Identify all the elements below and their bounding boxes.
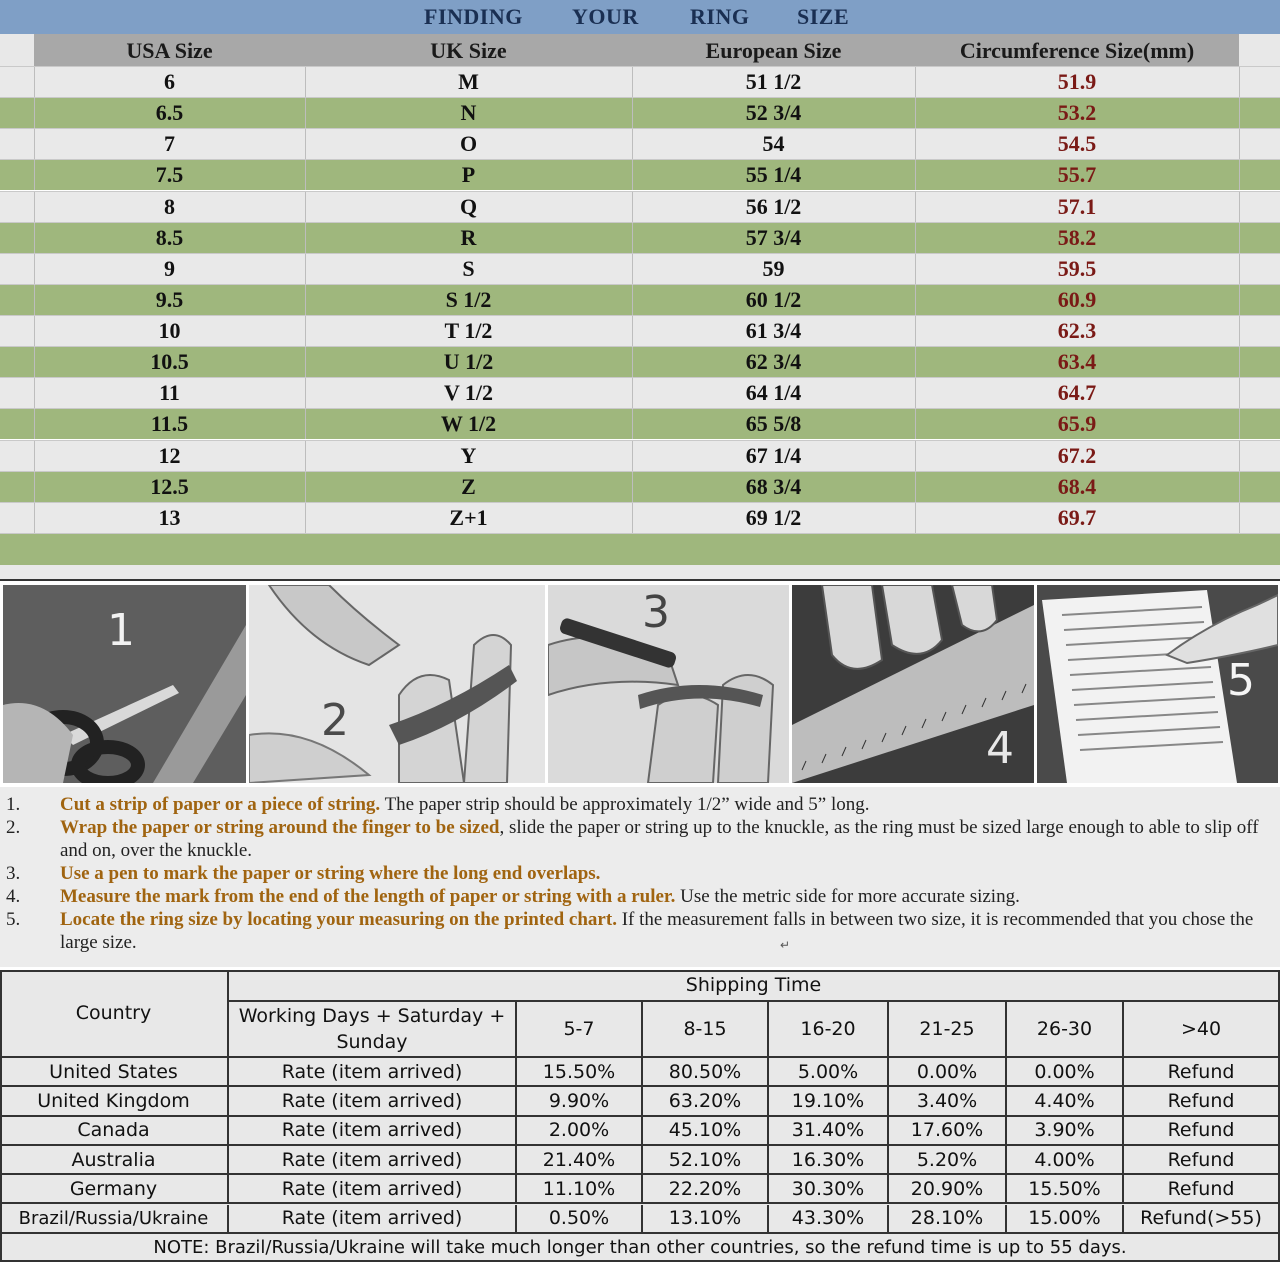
european-size-cell: 60 1/2 bbox=[745, 286, 802, 312]
step-number: 2 bbox=[321, 695, 349, 746]
uk-size-cell: Z+1 bbox=[449, 504, 488, 530]
instructions-panel bbox=[0, 787, 1280, 967]
range-header: 16-20 bbox=[769, 1002, 889, 1058]
circumference-cell: 62.3 bbox=[1057, 318, 1097, 344]
usa-size-cell: 7.5 bbox=[155, 162, 184, 188]
european-size-cell: 59 bbox=[762, 255, 785, 281]
rate-label-cell: Rate (item arrived) bbox=[229, 1205, 517, 1234]
circumference-cell: 63.4 bbox=[1057, 349, 1097, 375]
rate-label-cell: Rate (item arrived) bbox=[229, 1087, 517, 1116]
instruction-step bbox=[6, 908, 1276, 954]
rate-value-cell: 22.20% bbox=[643, 1175, 769, 1204]
step-index: 2. bbox=[6, 817, 21, 838]
rate-value-cell: 9.90% bbox=[517, 1087, 643, 1116]
step-index: 4. bbox=[6, 886, 21, 907]
ring-size-row bbox=[0, 66, 1280, 97]
rate-value-cell: 0.50% bbox=[517, 1205, 643, 1234]
instruction-step bbox=[6, 885, 1276, 908]
country-header: Country bbox=[0, 970, 229, 1058]
circumference-cell: 60.9 bbox=[1057, 286, 1097, 312]
uk-size-cell: M bbox=[458, 69, 479, 94]
usa-size-cell: 10 bbox=[158, 318, 181, 344]
working-days-header: Working Days + Saturday + Sunday bbox=[229, 1002, 517, 1058]
uk-size-cell: W 1/2 bbox=[440, 411, 497, 437]
circumference-cell: 67.2 bbox=[1057, 442, 1097, 468]
column-divider bbox=[1239, 347, 1240, 377]
step-number: 5 bbox=[1227, 655, 1255, 706]
rate-value-cell: 15.50% bbox=[1007, 1175, 1124, 1204]
circumference-cell: 68.4 bbox=[1057, 473, 1097, 499]
step-index: 1. bbox=[6, 794, 21, 815]
chart-divider bbox=[0, 565, 1280, 581]
step-photo-chart bbox=[1037, 585, 1278, 783]
step-photo-ruler bbox=[792, 585, 1034, 783]
range-header: 5-7 bbox=[517, 1002, 643, 1058]
rate-value-cell: 45.10% bbox=[643, 1117, 769, 1146]
rate-value-cell: 15.50% bbox=[517, 1058, 643, 1087]
instruction-text: If the measurement falls in between two size, it is recommended that you chose the large size. bbox=[60, 909, 1254, 953]
rate-value-cell: 28.10% bbox=[889, 1205, 1007, 1234]
rate-value-cell: 4.00% bbox=[1007, 1146, 1124, 1175]
usa-size-cell: 8 bbox=[164, 193, 175, 219]
uk-size-cell: U 1/2 bbox=[443, 349, 494, 375]
european-size-cell: 64 1/4 bbox=[745, 380, 802, 406]
rate-value-cell: 30.30% bbox=[769, 1175, 889, 1204]
rate-value-cell: 20.90% bbox=[889, 1175, 1007, 1204]
circumference-cell: 65.9 bbox=[1057, 411, 1097, 437]
country-cell: Brazil/Russia/Ukraine bbox=[0, 1205, 229, 1234]
ring-size-row bbox=[0, 408, 1280, 439]
ring-size-row bbox=[0, 191, 1280, 222]
uk-size-cell: T 1/2 bbox=[444, 318, 493, 344]
column-divider bbox=[1239, 192, 1240, 222]
usa-size-cell: 9.5 bbox=[155, 286, 184, 312]
rate-value-cell: 0.00% bbox=[1007, 1058, 1124, 1087]
rate-value-cell: 4.40% bbox=[1007, 1087, 1124, 1116]
uk-size-cell: S bbox=[462, 255, 475, 281]
usa-size-cell: 6.5 bbox=[155, 100, 184, 126]
header-usa-size: USA Size bbox=[126, 38, 213, 63]
rate-label-cell: Rate (item arrived) bbox=[229, 1117, 517, 1146]
column-divider bbox=[1239, 472, 1240, 502]
uk-size-cell: N bbox=[460, 100, 477, 126]
usa-size-cell: 7 bbox=[164, 131, 175, 157]
title-word: SIZE bbox=[797, 4, 850, 29]
rate-value-cell: 17.60% bbox=[889, 1117, 1007, 1146]
column-divider bbox=[1239, 378, 1240, 408]
rate-value-cell: 15.00% bbox=[1007, 1205, 1124, 1234]
rate-value-cell: Refund bbox=[1124, 1175, 1280, 1204]
ring-size-row bbox=[0, 440, 1280, 471]
ring-size-row bbox=[0, 97, 1280, 128]
european-size-cell: 69 1/2 bbox=[745, 504, 802, 530]
instruction-highlight: Wrap the paper or string around the finger to be sized bbox=[60, 817, 500, 838]
rate-value-cell: 3.90% bbox=[1007, 1117, 1124, 1146]
country-cell: United States bbox=[0, 1058, 229, 1087]
shipping-table bbox=[0, 970, 1280, 1262]
rate-value-cell: 21.40% bbox=[517, 1146, 643, 1175]
rate-value-cell: Refund bbox=[1124, 1087, 1280, 1116]
column-divider bbox=[1239, 129, 1240, 159]
usa-size-cell: 9 bbox=[164, 255, 175, 281]
rate-value-cell: 31.40% bbox=[769, 1117, 889, 1146]
page-bottom-margin bbox=[0, 1262, 1280, 1280]
country-cell: Australia bbox=[0, 1146, 229, 1175]
rate-value-cell: 43.30% bbox=[769, 1205, 889, 1234]
title-word: RING bbox=[690, 4, 750, 29]
return-mark-icon: ↵ bbox=[780, 938, 791, 952]
column-divider bbox=[1239, 409, 1240, 439]
column-divider bbox=[1239, 98, 1240, 128]
usa-size-cell: 12.5 bbox=[150, 473, 189, 499]
usa-size-cell: 11 bbox=[159, 380, 180, 406]
ring-size-row bbox=[0, 253, 1280, 284]
rate-label-cell: Rate (item arrived) bbox=[229, 1058, 517, 1087]
instruction-step bbox=[6, 793, 1276, 816]
finger-wrap-icon bbox=[249, 585, 545, 783]
uk-size-cell: P bbox=[461, 162, 476, 188]
rate-value-cell: 19.10% bbox=[769, 1087, 889, 1116]
instruction-step bbox=[6, 816, 1276, 862]
usa-size-cell: 6 bbox=[164, 69, 175, 94]
step-index: 3. bbox=[6, 863, 21, 884]
ring-size-row bbox=[0, 128, 1280, 159]
range-header: >40 bbox=[1124, 1002, 1280, 1058]
circumference-cell: 54.5 bbox=[1057, 131, 1097, 157]
column-divider bbox=[1239, 160, 1240, 190]
country-cell: Germany bbox=[0, 1175, 229, 1204]
european-size-cell: 65 5/8 bbox=[745, 411, 802, 437]
usa-size-cell: 12 bbox=[158, 442, 181, 468]
chart-footer-strip bbox=[0, 533, 1280, 565]
rate-value-cell: Refund bbox=[1124, 1117, 1280, 1146]
chart-title bbox=[0, 0, 1280, 34]
range-header: 26-30 bbox=[1007, 1002, 1124, 1058]
range-header: 21-25 bbox=[889, 1002, 1007, 1058]
instruction-highlight: Cut a strip of paper or a piece of string. bbox=[60, 794, 381, 815]
rate-value-cell: 5.20% bbox=[889, 1146, 1007, 1175]
uk-size-cell: R bbox=[460, 224, 477, 250]
circumference-cell: 55.7 bbox=[1057, 162, 1097, 188]
step-index: 5. bbox=[6, 909, 21, 930]
instruction-step bbox=[6, 862, 1276, 885]
ring-size-row bbox=[0, 284, 1280, 315]
circumference-cell: 69.7 bbox=[1057, 504, 1097, 530]
usa-size-cell: 8.5 bbox=[155, 224, 184, 250]
country-cell: United Kingdom bbox=[0, 1087, 229, 1116]
rate-value-cell: Refund bbox=[1124, 1058, 1280, 1087]
uk-size-cell: S 1/2 bbox=[445, 286, 492, 312]
circumference-cell: 51.9 bbox=[1057, 69, 1097, 94]
column-divider bbox=[1239, 285, 1240, 315]
ring-size-row bbox=[0, 159, 1280, 190]
european-size-cell: 68 3/4 bbox=[745, 473, 802, 499]
rate-value-cell: 63.20% bbox=[643, 1087, 769, 1116]
shipping-time-header: Shipping Time bbox=[229, 970, 1280, 1002]
european-size-cell: 51 1/2 bbox=[745, 69, 802, 94]
european-size-cell: 57 3/4 bbox=[745, 224, 802, 250]
rate-value-cell: 11.10% bbox=[517, 1175, 643, 1204]
rate-value-cell: 80.50% bbox=[643, 1058, 769, 1087]
usa-size-cell: 10.5 bbox=[150, 349, 189, 375]
ring-size-row bbox=[0, 346, 1280, 377]
step-photo-mark bbox=[548, 585, 789, 783]
ring-size-row bbox=[0, 315, 1280, 346]
uk-size-cell: V 1/2 bbox=[443, 380, 494, 406]
circumference-cell: 57.1 bbox=[1057, 193, 1097, 219]
rate-label-cell: Rate (item arrived) bbox=[229, 1146, 517, 1175]
rate-value-cell: 5.00% bbox=[769, 1058, 889, 1087]
header-european-size: European Size bbox=[705, 38, 842, 63]
ring-size-row bbox=[0, 502, 1280, 533]
european-size-cell: 67 1/4 bbox=[745, 442, 802, 468]
instruction-text: Use the metric side for more accurate sizing. bbox=[675, 886, 1020, 907]
title-word: FINDING bbox=[424, 4, 523, 29]
uk-size-cell: O bbox=[459, 131, 478, 157]
uk-size-cell: Q bbox=[459, 193, 478, 219]
header-uk-size: UK Size bbox=[430, 38, 507, 63]
rate-value-cell: 13.10% bbox=[643, 1205, 769, 1234]
measuring-steps-strip bbox=[0, 583, 1280, 785]
title-word: YOUR bbox=[572, 4, 639, 29]
ring-size-row bbox=[0, 471, 1280, 502]
circumference-cell: 64.7 bbox=[1057, 380, 1097, 406]
ring-header-row bbox=[0, 34, 1280, 66]
column-divider bbox=[1239, 223, 1240, 253]
usa-size-cell: 13 bbox=[158, 504, 181, 530]
instruction-highlight: Use a pen to mark the paper or string where the long end overlaps. bbox=[60, 863, 601, 884]
circumference-cell: 53.2 bbox=[1057, 100, 1097, 126]
step-photo-scissors bbox=[3, 585, 246, 783]
ring-size-row bbox=[0, 377, 1280, 408]
rate-value-cell: 0.00% bbox=[889, 1058, 1007, 1087]
country-cell: Canada bbox=[0, 1117, 229, 1146]
rate-value-cell: 52.10% bbox=[643, 1146, 769, 1175]
rate-value-cell: 16.30% bbox=[769, 1146, 889, 1175]
step-photo-wrap bbox=[249, 585, 545, 783]
step-number: 4 bbox=[986, 723, 1014, 774]
instruction-text: The paper strip should be approximately 1/2” wide and 5” long. bbox=[380, 794, 870, 815]
european-size-cell: 54 bbox=[762, 131, 785, 157]
uk-size-cell: Z bbox=[461, 473, 476, 499]
instruction-text: , slide the paper or string up to the knuckle, as the ring must be sized large enough to able to slip off and on, over the knuckle. bbox=[60, 817, 1259, 861]
instruction-highlight: Measure the mark from the end of the length of paper or string with a ruler. bbox=[60, 886, 676, 907]
step-number: 1 bbox=[107, 605, 135, 656]
header-circumference: Circumference Size(mm) bbox=[959, 38, 1195, 63]
european-size-cell: 61 3/4 bbox=[745, 318, 802, 344]
rate-value-cell: 2.00% bbox=[517, 1117, 643, 1146]
step-number: 3 bbox=[642, 587, 670, 638]
rate-value-cell: Refund bbox=[1124, 1146, 1280, 1175]
rate-value-cell: Refund(>55) bbox=[1124, 1205, 1280, 1234]
rate-value-cell: 3.40% bbox=[889, 1087, 1007, 1116]
range-header: 8-15 bbox=[643, 1002, 769, 1058]
shipping-note: NOTE: Brazil/Russia/Ukraine will take much longer than other countries, so the refund time is up to 55 days. bbox=[0, 1234, 1280, 1262]
circumference-cell: 58.2 bbox=[1057, 224, 1097, 250]
column-divider bbox=[1239, 254, 1240, 284]
usa-size-cell: 11.5 bbox=[150, 411, 189, 437]
european-size-cell: 55 1/4 bbox=[745, 162, 802, 188]
european-size-cell: 62 3/4 bbox=[745, 349, 802, 375]
uk-size-cell: Y bbox=[460, 442, 477, 468]
european-size-cell: 56 1/2 bbox=[745, 193, 802, 219]
column-divider bbox=[1239, 67, 1240, 97]
column-divider bbox=[1239, 503, 1240, 533]
european-size-cell: 52 3/4 bbox=[745, 100, 802, 126]
column-divider bbox=[1239, 441, 1240, 471]
instruction-highlight: Locate the ring size by locating your measuring on the printed chart. bbox=[60, 909, 617, 930]
column-divider bbox=[1239, 316, 1240, 346]
rate-label-cell: Rate (item arrived) bbox=[229, 1175, 517, 1204]
circumference-cell: 59.5 bbox=[1057, 255, 1097, 281]
ring-size-row bbox=[0, 222, 1280, 253]
